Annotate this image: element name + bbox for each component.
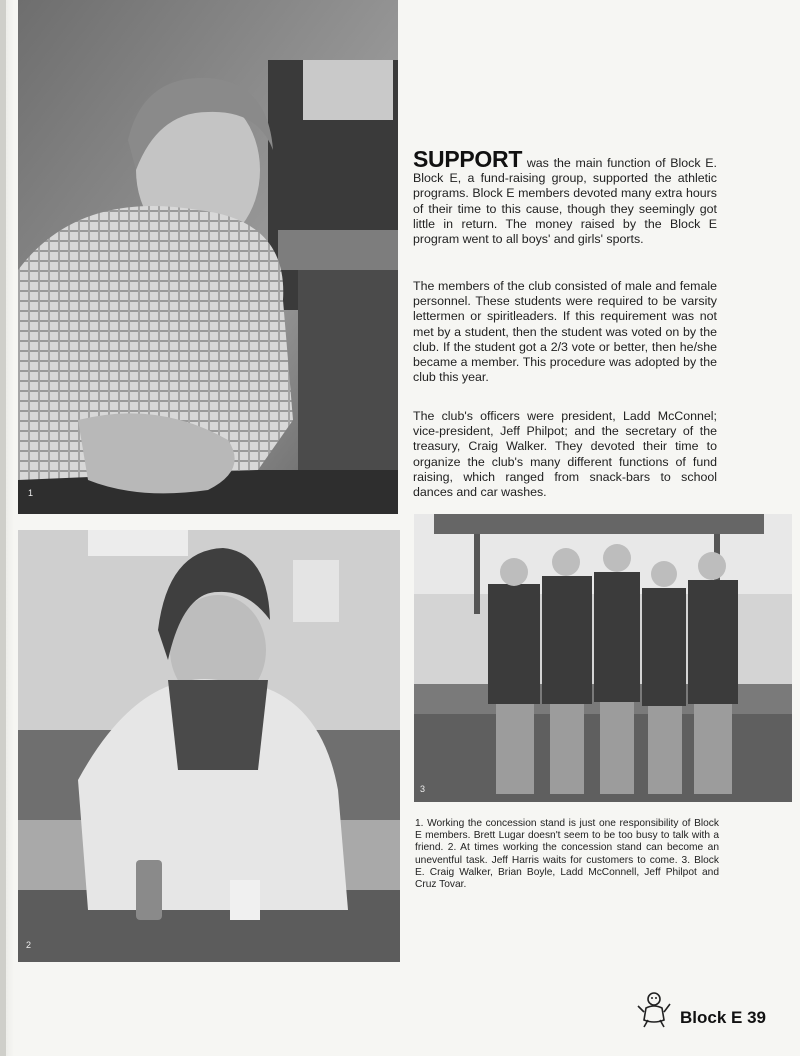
article-paragraph-1 bbox=[413, 146, 717, 247]
photo-caption: 1. Working the concession stand is just one responsibility of Block E members. Brett Lugar doesn't seem to be too busy to talk with a friend. 2. At times working the concession stand can become an uneventful task. Jeff Harris waits for customers to come. 3. Block E. Craig Walker, Brian Boyle, Ladd McConnell, Jeff Philpot and Cruz Tovar. bbox=[415, 818, 719, 891]
lead-word: SUPPORT bbox=[413, 146, 523, 172]
article-paragraph-2 bbox=[413, 279, 717, 385]
photo-3-image bbox=[414, 514, 792, 802]
mascot-icon bbox=[636, 990, 672, 1028]
page-binding-edge bbox=[0, 0, 6, 1056]
photo-1-number: 1 bbox=[28, 488, 34, 498]
paragraph-2-text: The members of the club consisted of male and female personnel. These students were required to be varsity lettermen or spiritleaders. If this requirement was not met by a student, then the student was voted on by the club. If the student got a 2/3 vote or better, then he/she became a member. This procedure was adopted by the club this year. bbox=[413, 279, 717, 385]
photo-concession-stand-student bbox=[18, 0, 398, 514]
photo-3-number: 3 bbox=[420, 784, 426, 794]
page-folio bbox=[680, 1008, 766, 1028]
paragraph-1-text: was the main function of Block E. Block E, a fund-raising group, supported the athletic programs. Block E members devoted many extra hours of their time to this cause, though they seemingly got little in return. The money raised by the Block E program went to all boys' and girls' sports. bbox=[413, 156, 717, 247]
article-paragraph-3 bbox=[413, 409, 717, 500]
photo-waiting-for-customers bbox=[18, 530, 400, 962]
photo-2-image bbox=[18, 530, 400, 962]
folio-page-number: 39 bbox=[747, 1008, 767, 1027]
folio-section: Block E bbox=[680, 1008, 743, 1027]
photo-2-number: 2 bbox=[26, 940, 32, 950]
paragraph-3-text: The club's officers were president, Ladd McConnel; vice-president, Jeff Philpot; and the secretary of the treasury, Craig Walker. They devoted their time to organize the club's many different functions of fund raising, which ranged from snack-bars to school dances and car washes. bbox=[413, 409, 717, 500]
photo-block-e-group bbox=[414, 514, 792, 802]
photo-1-image bbox=[18, 0, 398, 514]
